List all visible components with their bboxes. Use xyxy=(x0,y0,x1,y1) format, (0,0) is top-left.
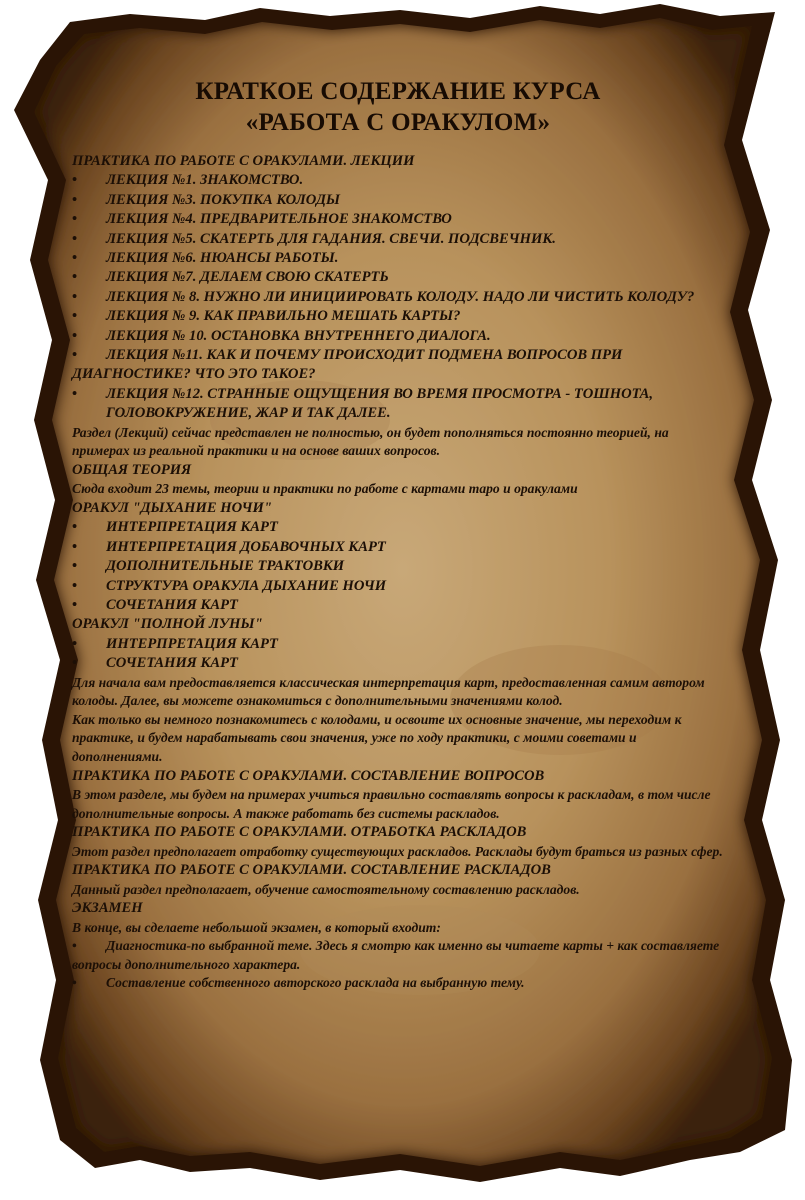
compose-spreads-heading: ПРАКТИКА ПО РАБОТЕ С ОРАКУЛАМИ. СОСТАВЛЕНИЕ РАСКЛАДОВ xyxy=(72,862,551,879)
bullet-icon: • xyxy=(72,230,78,247)
list-item: • ЛЕКЦИЯ №5. СКАТЕРТЬ ДЛЯ ГАДАНИЯ. СВЕЧИ. ПОДСВЕЧНИК. xyxy=(72,230,724,249)
list-item: • ЛЕКЦИЯ № 8. НУЖНО ЛИ ИНИЦИИРОВАТЬ КОЛОДУ. НАДО ЛИ ЧИСТИТЬ КОЛОДУ? xyxy=(72,288,724,307)
list-item: • СОЧЕТАНИЯ КАРТ xyxy=(72,654,724,673)
list-item: • Диагностика-по выбранной теме. Здесь я смотрю как именно вы читаете карты + как составляете вопросы дополнительного характера. xyxy=(72,938,720,972)
questions-text: В этом разделе, мы будем на примерах учиться правильно составлять вопросы к раскладам, в том числе дополнительные вопросы. А также работать без системы раскладов. xyxy=(72,786,711,821)
list-item: • СОЧЕТАНИЯ КАРТ xyxy=(72,596,724,615)
document-title xyxy=(72,76,724,138)
list-item: • ЛЕКЦИЯ №7. ДЕЛАЕМ СВОЮ СКАТЕРТЬ xyxy=(72,268,724,287)
exam-list xyxy=(72,937,724,993)
moon-oracle-heading: ОРАКУЛ "ПОЛНОЙ ЛУНЫ" xyxy=(72,616,263,633)
list-item: • ЛЕКЦИЯ №11. КАК И ПОЧЕМУ ПРОИСХОДИТ ПОДМЕНА ВОПРОСОВ ПРИ ДИАГНОСТИКЕ? ЧТО ЭТО ТАКОЕ? xyxy=(72,347,623,383)
spreads-heading: ПРАКТИКА ПО РАБОТЕ С ОРАКУЛАМИ. ОТРАБОТКА РАСКЛАДОВ xyxy=(72,824,527,841)
bullet-icon: • xyxy=(72,385,78,402)
bullet-icon: • xyxy=(72,538,78,555)
questions-heading: ПРАКТИКА ПО РАБОТЕ С ОРАКУЛАМИ. СОСТАВЛЕНИЕ ВОПРОСОВ xyxy=(72,767,545,784)
bullet-icon: • xyxy=(72,269,78,286)
spreads-text: Этот раздел предполагает отработку существующих раскладов. Расклады будут браться из разных сфер. xyxy=(72,843,723,859)
theory-heading: ОБЩАЯ ТЕОРИЯ xyxy=(72,461,192,478)
list-item: • ИНТЕРПРЕТАЦИЯ КАРТ xyxy=(72,635,724,654)
document-body xyxy=(72,76,724,993)
moon-oracle-list xyxy=(72,635,724,674)
list-item: • ИНТЕРПРЕТАЦИЯ КАРТ xyxy=(72,518,724,537)
list-item: • ЛЕКЦИЯ №6. НЮАНСЫ РАБОТЫ. xyxy=(72,249,724,268)
compose-spreads-text: Данный раздел предполагает, обучение самостоятельному составлению раскладов. xyxy=(72,881,580,897)
bullet-icon: • xyxy=(72,596,78,613)
breath-oracle-list xyxy=(72,518,724,615)
list-item: • ИНТЕРПРЕТАЦИЯ ДОБАВОЧНЫХ КАРТ xyxy=(72,538,724,557)
list-item: • ДОПОЛНИТЕЛЬНЫЕ ТРАКТОВКИ xyxy=(72,557,724,576)
list-item: • ЛЕКЦИЯ № 9. КАК ПРАВИЛЬНО МЕШАТЬ КАРТЫ? xyxy=(72,307,724,326)
theory-text: Сюда входит 23 темы, теории и практики по работе с картами таро и оракулами xyxy=(72,481,578,497)
bullet-icon: • xyxy=(72,558,78,575)
exam-text: В конце, вы сделаете небольшой экзамен, в который входит: xyxy=(72,919,441,935)
breath-oracle-heading: ОРАКУЛ "ДЫХАНИЕ НОЧИ" xyxy=(72,499,272,516)
title-line-2: «РАБОТА С ОРАКУЛОМ» xyxy=(245,109,551,136)
title-line-1: КРАТКОЕ СОДЕРЖАНИЕ КУРСА xyxy=(195,78,601,105)
bullet-icon: • xyxy=(72,347,78,364)
bullet-icon: • xyxy=(72,938,77,954)
list-item: • ЛЕКЦИЯ №12. СТРАННЫЕ ОЩУЩЕНИЯ ВО ВРЕМЯ ПРОСМОТРА - ТОШНОТА, ГОЛОВОКРУЖЕНИЕ, ЖАР И ТАК ДАЛЕЕ. xyxy=(72,385,724,424)
lectures-heading: ПРАКТИКА ПО РАБОТЕ С ОРАКУЛАМИ. ЛЕКЦИИ xyxy=(72,153,415,169)
bullet-icon: • xyxy=(72,211,78,228)
lectures-list xyxy=(72,171,724,423)
list-item: • Составление собственного авторского расклада на выбранную тему. xyxy=(72,974,724,993)
bullet-icon: • xyxy=(72,172,78,189)
bullet-icon: • xyxy=(72,975,77,991)
bullet-icon: • xyxy=(72,577,78,594)
bullet-icon: • xyxy=(72,655,78,672)
list-item: • ЛЕКЦИЯ №3. ПОКУПКА КОЛОДЫ xyxy=(72,191,724,210)
bullet-icon: • xyxy=(72,288,78,305)
list-item: • ЛЕКЦИЯ №1. ЗНАКОМСТВО. xyxy=(72,171,724,190)
moon-oracle-paragraph-2: Как только вы немного познакомитесь с колодами, и освоите их основные значение, мы переходим к практике, и будем нарабатывать свои значения, уже по ходу практики, с моими советами и дополнениями. xyxy=(72,711,682,764)
bullet-icon: • xyxy=(72,308,78,325)
bullet-icon: • xyxy=(72,191,78,208)
exam-heading: ЭКЗАМЕН xyxy=(72,900,143,917)
list-item: • ЛЕКЦИЯ № 10. ОСТАНОВКА ВНУТРЕННЕГО ДИАЛОГА. xyxy=(72,327,724,346)
bullet-icon: • xyxy=(72,250,78,267)
lectures-note: Раздел (Лекций) сейчас представлен не полностью, он будет пополняться постоянно теорией, на примерах из реальной практики и на основе ваших вопросов. xyxy=(72,424,669,459)
bullet-icon: • xyxy=(72,327,78,344)
bullet-icon: • xyxy=(72,635,78,652)
list-item: • ЛЕКЦИЯ №4. ПРЕДВАРИТЕЛЬНОЕ ЗНАКОМСТВО xyxy=(72,210,724,229)
list-item: • СТРУКТУРА ОРАКУЛА ДЫХАНИЕ НОЧИ xyxy=(72,577,724,596)
bullet-icon: • xyxy=(72,519,78,536)
moon-oracle-paragraph-1: Для начала вам предоставляется классическая интерпретация карт, предоставленная самим автором колоды. Далее, вы можете ознакомиться с дополнительными значениями колод. xyxy=(72,674,705,709)
